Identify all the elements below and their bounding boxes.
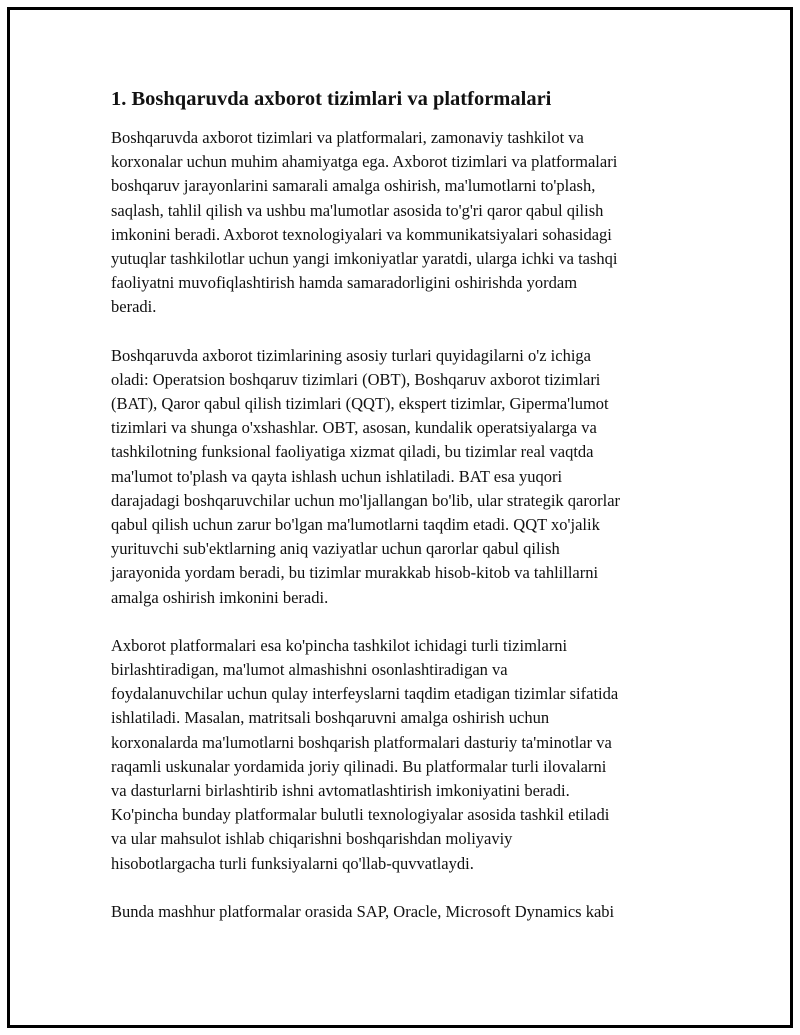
text-line: jarayonida yordam beradi, bu tizimlar murakkab hisob-kitob va tahlillarni	[111, 563, 599, 583]
paragraph-2	[111, 344, 691, 610]
document-body	[111, 86, 691, 948]
text-line: hisobotlargacha turli funksiyalarni qo'llab-quvvatlaydi.	[111, 853, 474, 873]
text-line: tizimlari va shunga o'xshashlar. OBT, asosan, kundalik operatsiyalarga va	[111, 418, 597, 438]
text-line: beradi.	[111, 297, 157, 317]
text-line: ma'lumot to'plash va qayta ishlash uchun ishlatiladi. BAT esa yuqori	[111, 466, 563, 486]
text-line: korxonalar uchun muhim ahamiyatga ega. Axborot tizimlari va platformalari	[111, 152, 618, 172]
text-line: birlashtiradigan, ma'lumot almashishni osonlashtiradigan va	[111, 660, 508, 680]
text-line: amalga oshirish imkonini beradi.	[111, 587, 329, 607]
text-line: tashkilotning funksional faoliyatiga xizmat qiladi, bu tizimlar real vaqtda	[111, 442, 594, 462]
text-line: foydalanuvchilar uchun qulay interfeyslarni taqdim etadigan tizimlar sifatida	[111, 684, 619, 704]
paragraph-1	[111, 126, 691, 320]
text-line: Axborot platformalari esa ko'pincha tashkilot ichidagi turli tizimlarni	[111, 635, 568, 655]
text-line: qabul qilish uchun zarur bo'lgan ma'lumotlarni taqdim etadi. QQT xo'jalik	[111, 515, 600, 535]
text-line: ishlatiladi. Masalan, matritsali boshqaruvni amalga oshirish uchun	[111, 708, 550, 728]
text-line: oladi: Operatsion boshqaruv tizimlari (OBT), Boshqaruv axborot tizimlari	[111, 369, 601, 389]
text-line: saqlash, tahlil qilish va ushbu ma'lumotlar asosida to'g'ri qaror qabul qilish	[111, 200, 604, 220]
paragraph-3	[111, 634, 691, 876]
text-line: va dasturlarni birlashtirib ishni avtomatlashtirish imkoniyatini beradi.	[111, 781, 570, 801]
text-line: faoliyatni muvofiqlashtirish hamda samaradorligini oshirishda yordam	[111, 273, 578, 293]
text-line: yutuqlar tashkilotlar uchun yangi imkoniyatlar yaratdi, ularga ichki va tashqi	[111, 249, 618, 269]
section-heading: 1. Boshqaruvda axborot tizimlari va platformalari	[111, 88, 552, 110]
text-line: (BAT), Qaror qabul qilish tizimlari (QQT), ekspert tizimlar, Giperma'lumot	[111, 394, 609, 414]
text-line: imkonini beradi. Axborot texnologiyalari va kommunikatsiyalari sohasidagi	[111, 224, 612, 244]
text-line: korxonalarda ma'lumotlarni boshqarish platformalari dasturiy ta'minotlar va	[111, 732, 612, 752]
text-line: darajadagi boshqaruvchilar uchun mo'ljallangan bo'lib, ular strategik qarorlar	[111, 490, 621, 510]
text-line: Boshqaruvda axborot tizimlari va platformalari, zamonaviy tashkilot va	[111, 128, 584, 147]
paragraph-4	[111, 900, 691, 924]
text-line: va ular mahsulot ishlab chiqarishni boshqarishdan moliyaviy	[111, 829, 513, 849]
text-line: yurituvchi sub'ektlarning aniq vaziyatlar uchun qarorlar qabul qilish	[111, 539, 560, 559]
text-line: boshqaruv jarayonlarini samarali amalga oshirish, ma'lumotlarni to'plash,	[111, 176, 596, 196]
text-line: Boshqaruvda axborot tizimlarining asosiy turlari quyidagilarni o'z ichiga	[111, 345, 591, 365]
text-line: Ko'pincha bunday platformalar bulutli texnologiyalar asosida tashkil etiladi	[111, 805, 610, 825]
text-line: Bunda mashhur platformalar orasida SAP, Oracle, Microsoft Dynamics kabi	[111, 901, 615, 921]
text-line: raqamli uskunalar yordamida joriy qilinadi. Bu platformalar turli ilovalarni	[111, 756, 607, 776]
